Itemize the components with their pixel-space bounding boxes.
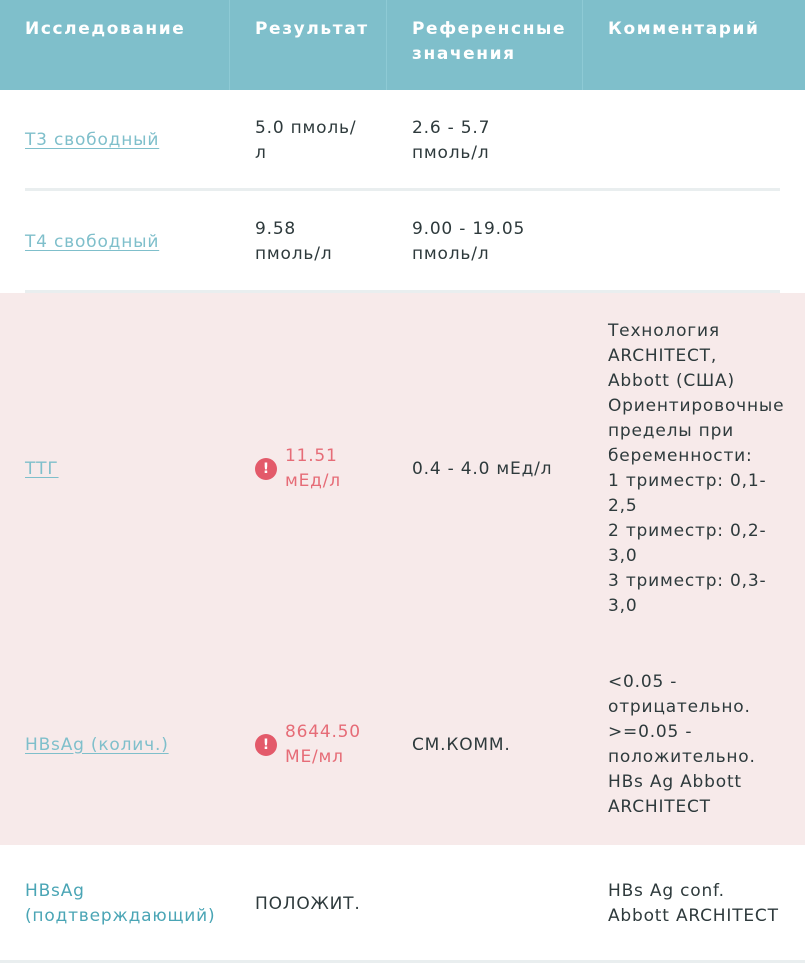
table-header	[0, 0, 805, 90]
comment: HBs Ag conf. Abbott ARCHITECT	[608, 881, 779, 926]
result-value-alert	[255, 444, 341, 494]
result-value: ПОЛОЖИТ.	[255, 893, 361, 914]
test-link-t4[interactable]: Т4 свободный	[25, 231, 160, 252]
test-link-hbsag-quant[interactable]: HBsAg (колич.)	[25, 734, 169, 755]
table-row-alert	[0, 293, 805, 645]
result-value: 11.51 мЕд/л	[285, 446, 341, 491]
alert-icon: !	[255, 734, 277, 756]
table-row	[0, 90, 805, 191]
table-row	[0, 845, 805, 963]
result-value: 9.58 пмоль/л	[255, 219, 333, 264]
test-name-hbsag-confirm: HBsAg (подтверждающий)	[25, 881, 216, 926]
alert-icon: !	[255, 458, 277, 480]
header-comment: Комментарий	[608, 19, 760, 39]
result-value: 5.0 пмоль/ л	[255, 117, 357, 163]
comment: Технология ARCHITECT, Abbott (США) Ориентировочные пределы при беременности: 1 триместр: 0,1- 2,5 2 триместр: 0,2- 3,0 3 триместр: 0,3- 3,0	[608, 321, 785, 616]
result-value-alert	[255, 720, 361, 770]
comment: <0.05 - отрицательно. >=0.05 - положительно. HBs Ag Abbott ARCHITECT	[608, 672, 756, 817]
reference-value: 9.00 - 19.05 пмоль/л	[412, 219, 526, 264]
comment	[583, 90, 805, 191]
table-row	[0, 191, 805, 293]
reference-value: СМ.КОММ.	[412, 734, 511, 755]
table-row-alert	[0, 645, 805, 845]
header-result: Результат	[230, 0, 387, 90]
test-link-tsh[interactable]: ТТГ	[25, 458, 59, 479]
header-test: Исследование	[0, 0, 230, 90]
comment	[583, 191, 805, 293]
reference-value: 2.6 - 5.7 пмоль/л	[412, 117, 491, 163]
reference-value: 0.4 - 4.0 мЕд/л	[412, 458, 553, 479]
test-link-t3[interactable]: Т3 свободный	[25, 130, 160, 150]
header-reference: Референсные значения	[387, 0, 583, 90]
reference-value	[387, 845, 583, 963]
result-value: 8644.50 МЕ/мл	[285, 722, 361, 767]
